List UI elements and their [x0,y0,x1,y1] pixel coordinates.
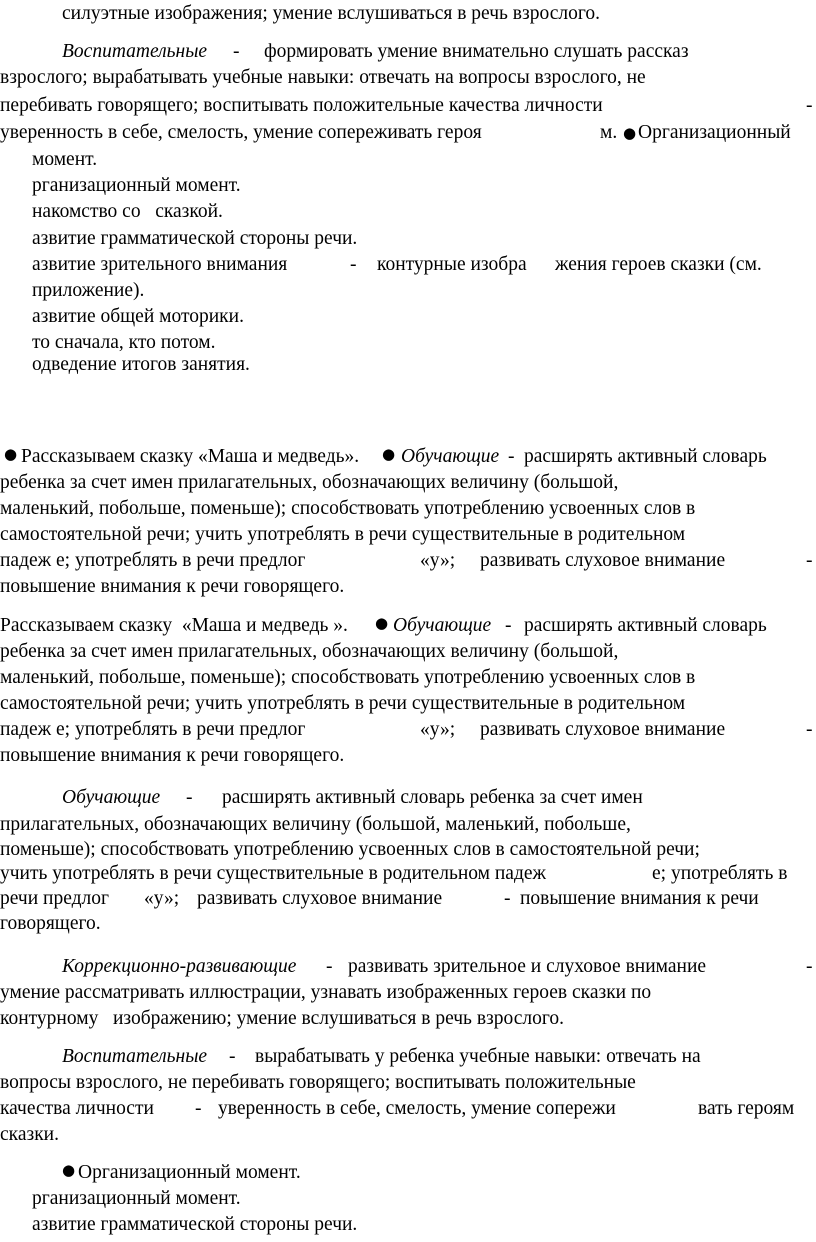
text-line: самостоятельной речи; учить употреблять в речи существительные в родительном [0,693,686,714]
text-line: самостоятельной речи; учить употреблять в речи существительные в родительном [0,524,686,545]
dash: - [806,95,813,116]
dash: - [326,956,333,977]
text-fragment: повышение внимания к речи [520,888,759,909]
text-fragment: расширять активный словарь ребенка за счет имен [222,787,643,808]
text-fragment: развивать слуховое внимание [480,719,726,740]
text-fragment: Рассказываем сказку «Маша и медведь». [21,446,360,467]
text-fragment: «у»; [420,719,456,740]
text-fragment: учить употреблять в речи существительные в родительном падеж [0,863,547,884]
list-item: рганизационный момент. [32,175,241,196]
text-line: повышение внимания к речи говорящего. [0,745,345,766]
text-fragment: расширять активный словарь [524,615,767,636]
text-fragment: развивать слуховое внимание [480,550,726,571]
text-line: умение рассматривать иллюстрации, узнавать изображенных героев сказки по [0,982,652,1003]
section-title-educational: Воспитательные [62,1046,208,1067]
bullet-icon: ● [623,124,637,142]
text-fragment: качества личности [0,1098,154,1119]
text-line: силуэтные изображения; умение вслушиваться в речь взрослого. [62,3,600,24]
list-item: одведение итогов занятия. [32,354,250,375]
dash: - [195,1098,202,1119]
text-line: поменьше); способствовать употреблению усвоенных слов в самостоятельной речи; [0,839,700,860]
text-fragment: вать героям [698,1098,795,1119]
list-item: азвитие общей моторики. [32,306,244,327]
list-item: азвитие грамматической стороны речи. [32,1214,358,1235]
list-item: азвитие грамматической стороны речи. [32,228,358,249]
bullet-icon: ● [375,614,389,632]
dash: - [233,41,240,62]
dash: - [229,1046,236,1067]
list-item: накомство со сказкой. [32,201,223,222]
bullet-icon: ● [62,1161,76,1179]
section-title-teaching: Обучающие [62,787,161,808]
text-line: сказки. [0,1124,59,1145]
text-fragment: «у»; [420,550,456,571]
list-item: то сначала, кто потом. [32,332,216,353]
dash: - [186,787,193,808]
dash: - [508,446,515,467]
bullet-icon: ● [382,445,396,463]
text-fragment: речи предлог [0,888,110,909]
dash: - [504,888,511,909]
text-fragment: «у»; [144,888,180,909]
text-line: ребенка за счет имен прилагательных, обозначающих величину (большой, [0,472,619,493]
dash: - [806,956,813,977]
text-line: формировать умение внимательно слушать рассказ [264,41,689,62]
text-line: прилагательных, обозначающих величину (большой, маленький, побольше, [0,814,631,835]
bullet-icon: ● [4,445,18,463]
text-fragment: м. [600,122,618,143]
text-line: перебивать говорящего; воспитывать положительные качества личности [0,95,603,116]
text-line: маленький, побольше, поменьше); способствовать употреблению усвоенных слов в [0,498,696,519]
text-line: ребенка за счет имен прилагательных, обозначающих величину (большой, [0,641,619,662]
text-fragment: контурные изобра [377,254,527,275]
text-fragment: Организационный [638,122,791,143]
text-line: маленький, побольше, поменьше); способствовать употреблению усвоенных слов в [0,667,696,688]
section-title-educational: Воспитательные [62,41,208,62]
text-line: момент. [32,149,98,170]
text-fragment: падеж е; употреблять в речи предлог [0,719,306,740]
text-line: взрослого; вырабатывать учебные навыки: отвечать на вопросы взрослого, не [0,67,646,88]
text-line: вопросы взрослого, не перебивать говорящего; воспитывать положительные [0,1072,636,1093]
dash: - [806,550,813,571]
section-title-correctional: Коррекционно-развивающие [62,956,297,977]
text-line: говорящего. [0,913,101,934]
text-fragment: Рассказываем сказку «Маша и медведь ». [0,615,348,636]
list-item: рганизационный момент. [32,1188,241,1209]
dash: - [505,615,512,636]
text-fragment: расширять активный словарь [524,446,767,467]
text-line: уверенность в себе, смелость, умение сопереживать героя [0,122,482,143]
text-fragment: е; употреблять в [652,863,788,884]
text-fragment: развивать слуховое внимание [197,888,443,909]
dash: - [806,719,813,740]
text-fragment: вырабатывать у ребенка учебные навыки: отвечать на [255,1046,701,1067]
text-line: повышение внимания к речи говорящего. [0,576,345,597]
text-line: контурному изображению; умение вслушиваться в речь взрослого. [0,1008,564,1029]
text-fragment: развивать зрительное и слуховое внимание [348,956,707,977]
text-fragment: жения героев сказки (см. [555,254,762,275]
dash: - [350,254,357,275]
list-item: Организационный момент. [78,1162,301,1183]
list-item: азвитие зрительного внимания [32,254,288,275]
text-fragment: уверенность в себе, смелость, умение сопережи [218,1098,616,1119]
text-fragment: падеж е; употреблять в речи предлог [0,550,306,571]
section-title-teaching: Обучающие [401,446,500,467]
text-line: приложение). [32,280,145,301]
section-title-teaching: Обучающие [393,615,492,636]
